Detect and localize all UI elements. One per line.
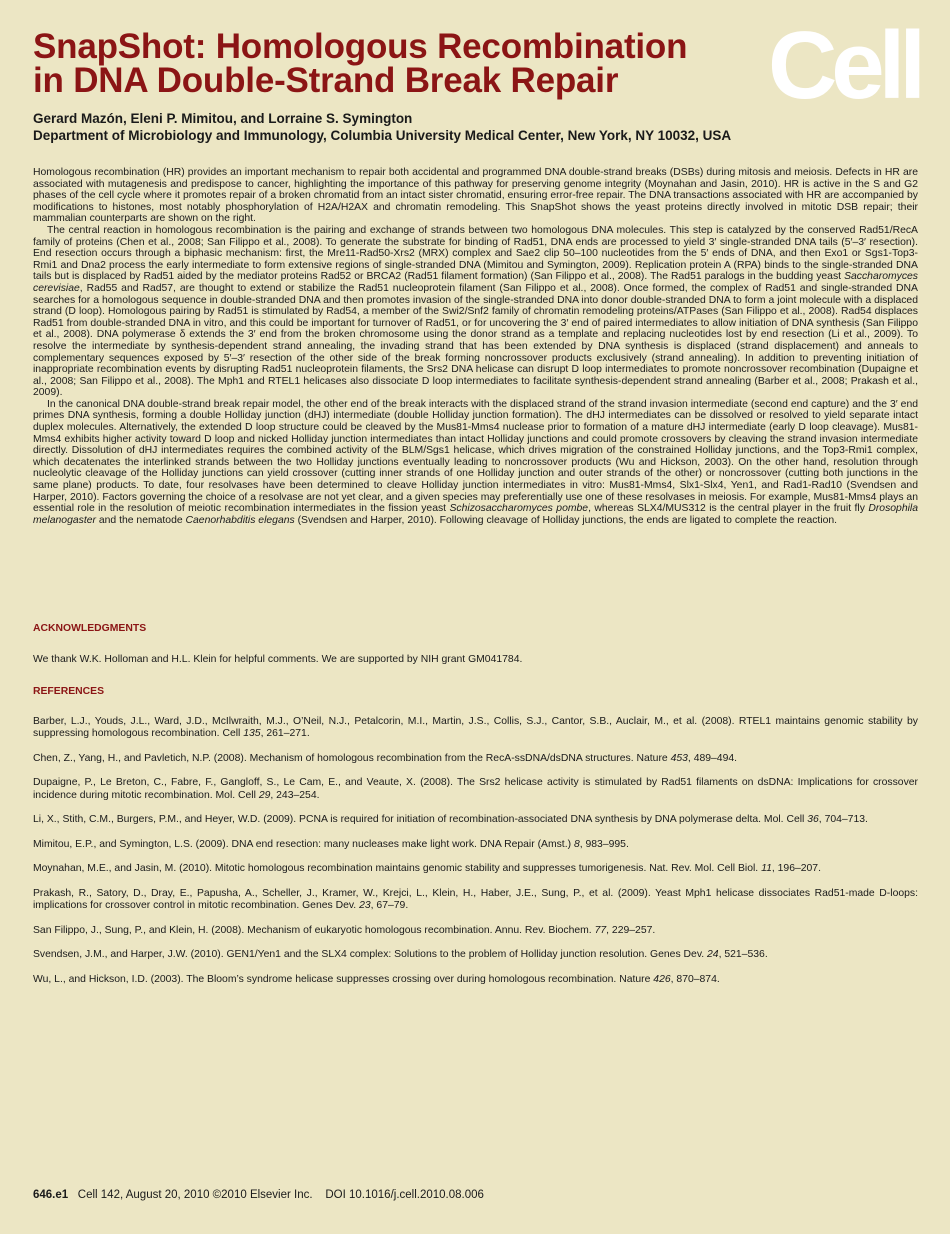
references-heading: REFERENCES	[33, 686, 105, 697]
article-body	[33, 167, 918, 526]
species-name: Drosophila melanogaster	[33, 503, 919, 526]
page-footer	[33, 1188, 484, 1202]
reference-item: Dupaigne, P., Le Breton, C., Fabre, F., Gangloff, S., Le Cam, E., and Veaute, X. (2008). The Srs2 helicase activity is stimulated by Rad51 filaments on dsDNA: Implications for crossover incidence during mitotic recombination. Mol. Cell 29, 243–254.	[33, 777, 918, 801]
journal-citation: Cell 142, August 20, 2010 ©2010 Elsevier Inc.	[77, 1189, 313, 1201]
reference-item: Moynahan, M.E., and Jasin, M. (2010). Mitotic homologous recombination maintains genomic stability and suppresses tumorigenesis. Nat. Rev. Mol. Cell Biol. 11, 196–207.	[33, 863, 821, 875]
body-paragraph-2: The central reaction in homologous recombination is the pairing and exchange of strands between two homologous DNA molecules. This step is catalyzed by the conserved Rad51/RecA family of proteins (Chen et al., 2008; San Filippo et al., 2008). To generate the substrate for binding of Rad51, DNA ends are processed to yield 3′ single-stranded DNA tails (5′–3′ resection). End resection occurs through a biphasic mechanism: first, the Mre11-Rad50-Xrs2 (MRX) complex and Sae2 clip 50–100 nucleotides from the 5′ ends of DNA, and then Exo1 or Sgs1-Top3-Rmi1 and Dna2 process the early intermediate to form extensive regions of single-stranded DNA (Mimitou and Symington, 2009). Replication protein A (RPA) binds to the single-stranded DNA tails but is displaced by Rad51 aided by the mediator proteins Rad52 or BRCA2 (Rad51 filament formation) (San Filippo et al., 2008). The Rad51 paralogs in the budding yeast Saccharomyces cerevisiae, Rad55 and Rad57, are thought to extend or stabilize the Rad51 nucleoprotein filament (San Filippo et al., 2008). Once formed, the complex of Rad51 and single-stranded DNA searches for a homologous sequence in double-stranded DNA and then promotes invasion of the single-stranded DNA into donor double-stranded DNA to form a joint molecule with a displaced strand (D loop). Homologous pairing by Rad51 is stimulated by Rad54, a member of the Swi2/Snf2 family of chromatin remodeling proteins/ATPases (San Filippo et al., 2008). Rad54 displaces Rad51 from double-stranded DNA in vitro, and this could be important for turnover of Rad51, or for uncovering the 3′ end of paired intermediates to allow initiation of DNA synthesis (San Filippo et al., 2008). DNA polymerase δ extends the 3′ end from the broken chromosome using the donor strand as a template and replacing nucleotides lost by end resection (Li et al., 2009). To resolve the intermediate by synthesis-dependent strand annealing, the invading strand that has been extended by DNA synthesis is displaced (strand displacement) and anneals to complementary sequences exposed by 5′–3′ resection of the other side of the break forming noncrossover products exclusively (strand annealing). In addition to preventing initiation of inappropriate recombination events by disrupting Rad51 nucleoprotein filaments, the Srs2 DNA helicase can disrupt D loop intermediates to promote noncrossover recombination (Dupaigne et al., 2008; San Filippo et al., 2008). The Mph1 and RTEL1 helicases also dissociate D loop intermediates to facilitate synthesis-dependent strand annealing (Barber et al., 2008; Prakash et al., 2009).	[33, 224, 918, 399]
volume-number: 453	[670, 752, 688, 764]
affiliation: Department of Microbiology and Immunology, Columbia University Medical Center, New York, NY 10032, USA	[33, 128, 732, 143]
author-list: Gerard Mazón, Eleni P. Mimitou, and Lorraine S. Symington	[33, 111, 413, 126]
species-name: Saccharomyces cerevisiae	[33, 271, 918, 294]
reference-item: Barber, L.J., Youds, J.L., Ward, J.D., McIlwraith, M.J., O’Neil, N.J., Petalcorin, M.I., Martin, J.S., Collis, S.J., Cantor, S.B., Auclair, M., et al. (2008). RTEL1 maintains genomic stability by suppressing homologous recombination. Cell 135, 261–271.	[33, 716, 918, 740]
acknowledgments-heading: ACKNOWLEDGMENTS	[33, 623, 147, 634]
page-title	[33, 27, 773, 100]
acknowledgments-text: We thank W.K. Holloman and H.L. Klein for helpful comments. We are supported by NIH grant GM041784.	[33, 654, 523, 665]
reference-item: Li, X., Stith, C.M., Burgers, P.M., and Heyer, W.D. (2009). PCNA is required for initiation of recombination-associated DNA synthesis by DNA polymerase delta. Mol. Cell 36, 704–713.	[33, 814, 868, 826]
reference-item: Wu, L., and Hickson, I.D. (2003). The Bloom’s syndrome helicase suppresses crossing over during homologous recombination. Nature 426, 870–874.	[33, 973, 720, 985]
body-paragraph-1: Homologous recombination (HR) provides an important mechanism to repair both accidental and programmed DNA double-strand breaks (DSBs) during mitosis and meiosis. Defects in HR are associated with mutagenesis and predispose to cancer, highlighting the importance of this pathway for preserving genome integrity (Moynahan and Jasin, 2010). HR is active in the S and G2 phases of the cell cycle where it promotes repair of a broken chromatid from an intact sister chromatid, ensuring error-free repair. The DNA transactions associated with HR are accompanied by modifications to histones, most notably phosphorylation of H2A/H2AX and chromatin remodeling. This SnapShot shows the yeast proteins directly involved in mitotic DSB repair; their mammalian counterparts are shown on the right.	[33, 167, 918, 225]
title-line-2: in DNA Double-Strand Break Repair	[33, 61, 619, 100]
reference-item: Svendsen, J.M., and Harper, J.W. (2010). GEN1/Yen1 and the SLX4 complex: Solutions to the problem of Holliday junction resolution. Genes Dev. 24, 521–536.	[33, 949, 768, 961]
volume-number: 426	[653, 973, 671, 985]
page-number: 646.e1	[33, 1189, 69, 1201]
volume-number: 29	[258, 789, 271, 801]
reference-item: Mimitou, E.P., and Symington, L.S. (2009). DNA end resection: many nucleases make light work. DNA Repair (Amst.) 8, 983–995.	[33, 838, 629, 850]
volume-number: 24	[707, 949, 719, 961]
volume-number: 11	[761, 863, 772, 875]
volume-number: 8	[573, 838, 580, 850]
species-name: Caenorhabditis elegans	[185, 514, 295, 526]
volume-number: 23	[359, 900, 371, 912]
cell-journal-logo: Cell	[767, 12, 920, 119]
reference-item: Prakash, R., Satory, D., Dray, E., Papusha, A., Scheller, J., Kramer, W., Krejci, L., Klein, H., Haber, J.E., Sung, P., et al. (2009). Yeast Mph1 helicase dissociates Rad51-made D-loops: implications for crossover control in mitotic recombination. Genes Dev. 23, 67–79.	[33, 887, 918, 912]
volume-number: 135	[243, 728, 261, 740]
species-name: Schizosaccharomyces pombe	[449, 503, 589, 515]
volume-number: 77	[594, 924, 607, 936]
reference-item: San Filippo, J., Sung, P., and Klein, H. (2008). Mechanism of eukaryotic homologous recombination. Annu. Rev. Biochem. 77, 229–257.	[33, 924, 656, 936]
doi: DOI 10.1016/j.cell.2010.08.006	[325, 1189, 484, 1201]
volume-number: 36	[807, 814, 819, 826]
body-paragraph-3: In the canonical DNA double-strand break repair model, the other end of the break interacts with the displaced strand of the strand invasion intermediate (second end capture) and the 3′ end primes DNA synthesis, forming a double Holliday junction (dHJ) intermediate (double Holliday junction formation). The dHJ intermediates can be dissolved or resolved to yield separate intact duplex molecules. Alternatively, the extended D loop structure could be cleaved by the Mus81-Mms4 nuclease prior to formation of a mature dHJ intermediate (early D loop cleavage). Mus81-Mms4 exhibits higher activity toward D loop and nicked Holliday junction intermediates than intact Holliday junctions and could promote crossovers by cleaving the strand invasion intermediate directly. Dissolution of dHJ intermediates requires the combined activity of the BLM/Sgs1 helicase, which drives migration of the constrained Holliday junctions, and the Top3-Rmi1 complex, which decatenates the interlinked strands between the two Holliday junctions eventually leading to noncrossover products (Wu and Hickson, 2003). On the other hand, resolution through nucleolytic cleavage of the Holliday junctions can yield crossover (cutting inner strands of one Holliday junction and outer strands of the other) or noncrossover (cutting both junctions in the same plane) products. To date, four resolvases have been determined to cleave Holliday junction intermediates in vitro: Mus81-Mms4, Slx1-Slx4, Yen1, and Rad1-Rad10 (Svendsen and Harper, 2010). Factors governing the choice of a resolvase are not yet clear, and a given species may preferentially use one of these resolvases in meiosis. For example, Mus81-Mms4 plays an essential role in the resolution of meiotic recombination intermediates in the fission yeast Schizosaccharomyces pombe, whereas SLX4/MUS312 is the central player in the fruit fly Drosophila melanogaster and the nematode Caenorhabditis elegans (Svendsen and Harper, 2010). Following cleavage of Holliday junctions, the ends are ligated to complete the reaction.	[33, 398, 919, 526]
reference-list	[33, 716, 918, 999]
title-line-1: SnapShot: Homologous Recombination	[33, 27, 688, 66]
reference-item: Chen, Z., Yang, H., and Pavletich, N.P. (2008). Mechanism of homologous recombination from the RecA-ssDNA/dsDNA structures. Nature 453, 489–494.	[33, 752, 738, 764]
